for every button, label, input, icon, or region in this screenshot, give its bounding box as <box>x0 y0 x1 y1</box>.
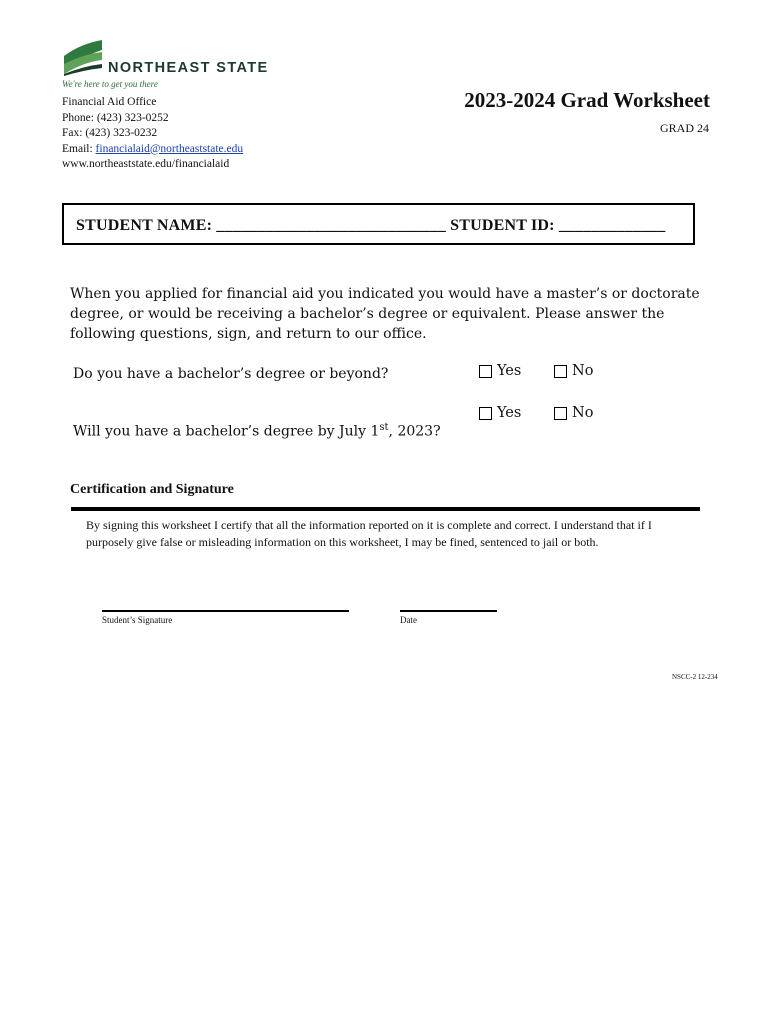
q2-no-label: No <box>572 405 594 421</box>
checkbox-icon[interactable] <box>479 407 492 420</box>
q1-yes-checkbox[interactable] <box>479 363 521 379</box>
logo-wordmark: NORTHEAST STATE <box>108 60 269 76</box>
document-code: NSCC-2 12-234 <box>672 673 718 681</box>
website-url: www.northeaststate.edu/financialaid <box>62 158 230 170</box>
q2-text-before: Will you have a bachelor’s degree by July 1 <box>73 423 380 440</box>
question-bachelors-degree: Do you have a bachelor’s degree or beyond? <box>73 366 389 382</box>
q1-no-label: No <box>572 363 594 379</box>
logo-tagline: We're here to get you there <box>62 79 158 89</box>
q2-superscript: st <box>379 422 389 433</box>
certification-text: By signing this worksheet I certify that all the information reported on it is complete and correct. I understand that if I purposely give false or misleading information on this worksheet, I may be fined, sentenced to jail or both. <box>86 518 652 549</box>
certification-divider <box>71 507 700 511</box>
form-code: GRAD 24 <box>659 121 709 135</box>
student-name-id-fields[interactable]: STUDENT NAME: ____________________________ STUDENT ID: _____________ <box>76 217 666 234</box>
date-label: Date <box>400 615 417 625</box>
email-link[interactable]: financialaid@northeaststate.edu <box>95 142 244 155</box>
certification-heading: Certification and Signature <box>70 482 234 497</box>
intro-paragraph: When you applied for financial aid you indicated you would have a master’s or doctorate degree, or would be receiving a bachelor’s degree or equivalent. Please answer the following questions, sign, and return to our office. <box>70 286 700 342</box>
email-label: Email: <box>62 142 96 155</box>
checkbox-icon[interactable] <box>479 365 492 378</box>
fax-number: Fax: (423) 323-0232 <box>62 127 158 139</box>
q2-text-after: , 2023? <box>388 423 441 440</box>
page-title: 2023-2024 Grad Worksheet <box>464 88 710 112</box>
q2-yes-label: Yes <box>497 405 522 421</box>
q1-no-checkbox[interactable] <box>554 363 593 379</box>
q2-no-checkbox[interactable] <box>554 405 593 421</box>
phone-number: Phone: (423) 323-0252 <box>62 111 169 124</box>
office-name: Financial Aid Office <box>62 96 157 108</box>
checkbox-icon[interactable] <box>554 365 567 378</box>
q1-yes-label: Yes <box>497 363 522 379</box>
checkbox-icon[interactable] <box>554 407 567 420</box>
signature-label: Student’s Signature <box>102 615 173 625</box>
date-line[interactable] <box>400 610 497 612</box>
question-bachelors-by-july <box>73 422 441 440</box>
q2-yes-checkbox[interactable] <box>479 405 521 421</box>
signature-line[interactable] <box>102 610 349 612</box>
email-row <box>62 142 243 158</box>
contact-block <box>62 95 243 173</box>
